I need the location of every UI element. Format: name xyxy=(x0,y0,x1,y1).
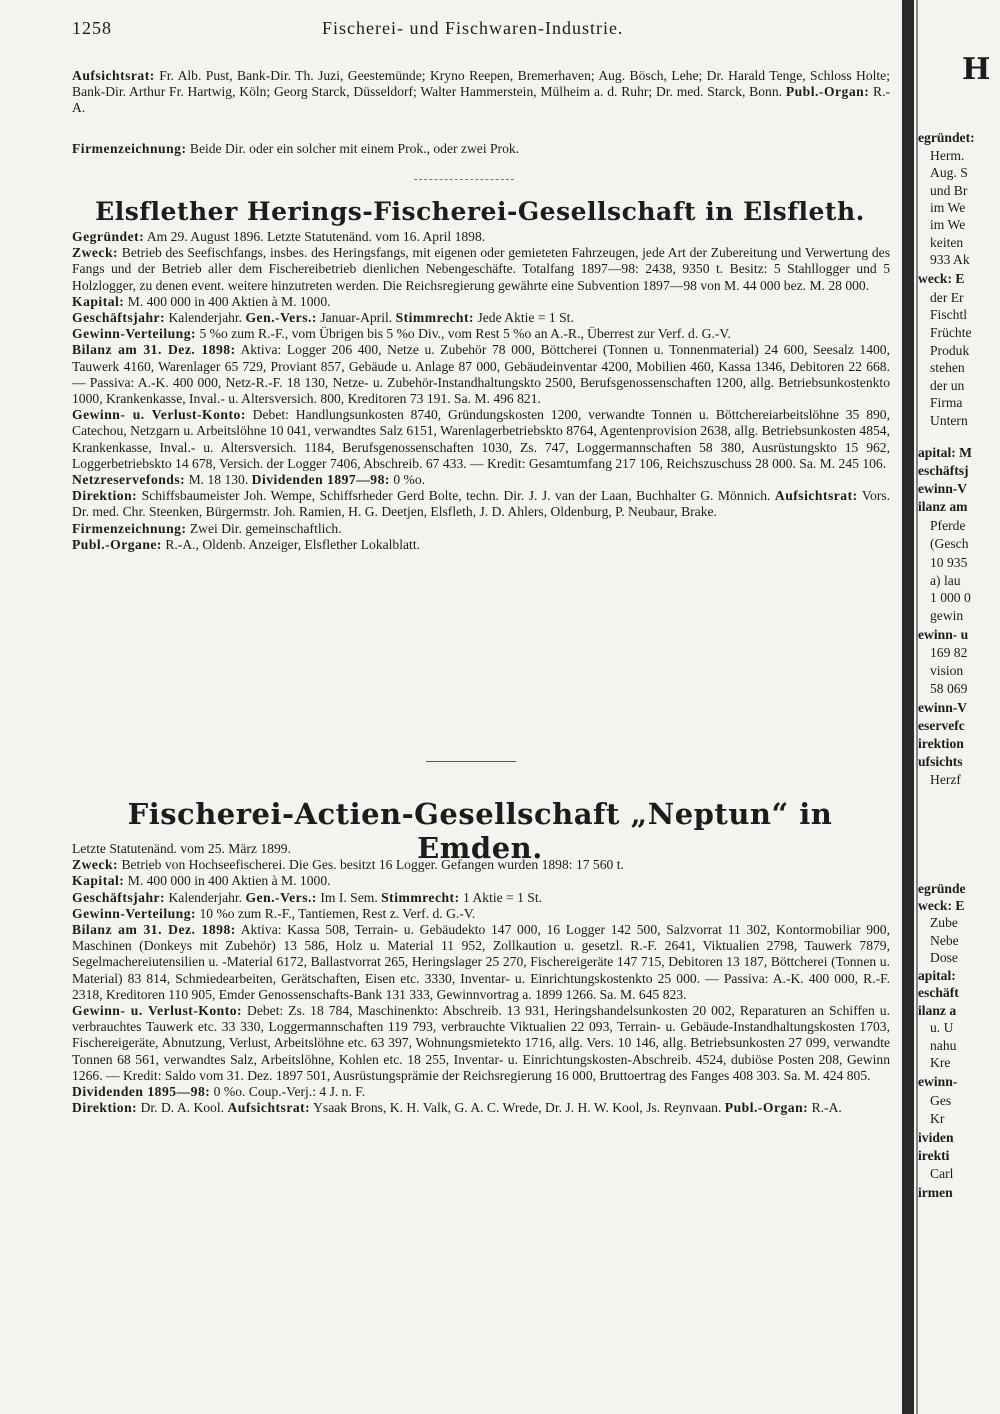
entry xyxy=(72,245,890,294)
edge-text-fragment: der Er xyxy=(930,290,964,305)
entry-label: Kapital: xyxy=(72,293,125,309)
entry-text: Letzte Statutenänd. vom 25. März 1899. xyxy=(72,841,291,856)
entry-label: Direktion: xyxy=(72,488,138,504)
entry-text: Betrieb des Seefischfangs, insbes. des Heringsfangs, mit eigenen oder gemieteten Fahrzeugen, jede Art der Zubereitung und Verwertung des Fangs und der Betrieb aller dem Fischereibetrieb dienlichen Nebengeschäfte. Totalfang 1897—98: 2438, 9350 t. Besitz: 5 Stahllogger und 5 Holzlogger, zu denen event. weitere hinzutreten werden. Die Reichsregierung gewährte eine Subvention 1897—98 von M. 44 000 bez. M. 28 000. xyxy=(72,245,890,293)
entry-label: Gen.-Vers.: xyxy=(245,310,317,326)
section-divider xyxy=(426,761,516,762)
entry-text: Fr. Alb. Pust, Bank-Dir. Th. Juzi, Geestemünde; Kryno Reepen, Bremerhaven; Aug. Bösch, Lehe; Dr. Harald Tenge, Schloss Holte; Bank-Dir. Arthur Fr. Hartwig, Köln; Georg Starck, Düsseldorf; Walter Hammerstein, Mülheim a. d. Ruhr; Dr. med. Starck, Bonn. xyxy=(72,68,890,100)
entry xyxy=(72,472,890,488)
entry-text: Dr. D. A. Kool. xyxy=(137,1100,228,1116)
entry-text: Debet: Handlungsunkosten 8740, Gründungskosten 1200, verwandte Tonnen u. Böttchereiarbeitslöhne 35 890, Catechou, Netzgarn u. Arbeitslöhne 10 041, verwandtes Salz 6151, Warenlagerbetriebskto 8764, Agentenprovision 2638, allg. Betriebsunkosten 4854, Krankenkasse, Inval.- u. Altersversich. 1184, Berufsgenossenschaften 1030, Zs. 747, Loggermannschaften 58 380, Ausrüstungskto 15 962, Loggerbetriebskto 14 678, Versich. der Logger 7406, Abschreib. 67 433. — Kredit: Gesamtumfang 217 106, Reichszuschuss 28 000. Sa. M. 245 106. xyxy=(72,407,890,471)
entry-label: Stimmrecht: xyxy=(395,310,475,326)
entry-text: Kalenderjahr. xyxy=(165,889,246,905)
edge-text-fragment: und Br xyxy=(930,183,968,198)
edge-text-fragment: 1 000 0 xyxy=(930,590,971,605)
edge-text-fragment: ewinn- xyxy=(918,1074,958,1089)
entry xyxy=(72,229,890,245)
entry xyxy=(72,1003,890,1084)
entry-label: Zweck: xyxy=(72,245,119,261)
entry xyxy=(72,310,890,326)
edge-text-fragment: Zube xyxy=(930,915,958,930)
edge-text-fragment: Herm. xyxy=(930,148,965,163)
entry-text: R.-A. xyxy=(808,1100,842,1116)
entry-label: Netzreservefonds: xyxy=(72,472,186,488)
entry xyxy=(72,294,890,310)
edge-text-fragment: Nebe xyxy=(930,933,959,948)
edge-text-fragment: Kre xyxy=(930,1055,951,1070)
entry-label: Bilanz am 31. Dez. 1898: xyxy=(72,342,236,358)
edge-text-fragment: Aug. S xyxy=(930,165,968,180)
entry xyxy=(72,890,890,906)
edge-text-fragment: Kr xyxy=(930,1111,945,1126)
entry-label: Gewinn-Verteilung: xyxy=(72,326,197,342)
edge-text-fragment: nahu xyxy=(930,1038,957,1053)
entry-text: Kalenderjahr. xyxy=(165,310,246,326)
edge-text-fragment: Früchte xyxy=(930,325,972,340)
entry-text: Januar-April. xyxy=(316,310,396,326)
edge-text-fragment: Ges xyxy=(930,1093,952,1108)
entry xyxy=(72,407,890,472)
entry-text: Debet: Zs. 18 784, Maschinenkto: Abschreib. 13 931, Heringshandelsunkosten 20 002, Reparaturen an Schiffen u. verbrauchtes Tauwerk etc. 33 330, Loggermannschaften 119 793, verbrauchte Viktualien 22 093, Terrain- u. Gebäude-Instandhaltungskosten 1703, Fischereigeräte, Abnutzung, Verlust, Arbeitslöhne etc. 63 397, Wohnungsmietekto 1716, allg. Vers. 10 146, allg. Betriebsunkosten 27 099, verwandte Tonnen 68 561, verwandtes Salz, Arbeitslöhne, Kohlen etc. 18 255, Inventar- u. Einrichtungskosten-Abschreib. 4524, dubiöse Posten 208, Gewinn 1266. — Kredit: Saldo vom 31. Dez. 1897 501, Ausrüstungsprämie der Reichsregierung 16 000, Bruttoertrag des Fanges 408 303. Sa. M. 424 805. xyxy=(72,1003,890,1083)
edge-text-fragment: Produk xyxy=(930,343,970,358)
entry-text: Zwei Dir. gemeinschaftlich. xyxy=(186,520,342,536)
edge-text-fragment: 933 Ak xyxy=(930,252,970,267)
entry-text: R.-A., Oldenb. Anzeiger, Elsflether Lokalblatt. xyxy=(161,536,420,552)
entry xyxy=(72,857,890,873)
entry-label: Gewinn- u. Verlust-Konto: xyxy=(72,1003,243,1019)
entry-label: Dividenden 1895—98: xyxy=(72,1084,211,1100)
entry-text: Betrieb von Hochseefischerei. Die Ges. besitzt 16 Logger. Gefangen wurden 1898: 17 560 t. xyxy=(118,857,624,873)
edge-text-fragment: apital: xyxy=(918,968,956,983)
edge-text-fragment: ividen xyxy=(918,1130,954,1145)
entry-label: Dividenden 1897—98: xyxy=(251,472,390,488)
entry-label: Gewinn- u. Verlust-Konto: xyxy=(72,407,246,423)
entry-text: M. 18 130. xyxy=(185,472,252,488)
entry-label: Bilanz am 31. Dez. 1898: xyxy=(72,922,236,938)
entry-label: Geschäftsjahr: xyxy=(72,310,166,326)
company-2-body xyxy=(72,841,890,1116)
edge-text-fragment: H xyxy=(962,52,991,87)
entry-label: Stimmrecht: xyxy=(381,889,460,905)
entry xyxy=(72,1084,890,1100)
edge-text-fragment: ewinn- u xyxy=(918,627,969,642)
edge-text-fragment: Dose xyxy=(930,950,958,965)
edge-text-fragment: keiten xyxy=(930,235,964,250)
edge-text-fragment: ufsichts xyxy=(918,754,963,769)
entry-label: Zweck: xyxy=(72,857,119,873)
entry-label: Gen.-Vers.: xyxy=(245,889,317,905)
entry-label: Gewinn-Verteilung: xyxy=(72,905,197,921)
entry-label: Publ.-Organ: xyxy=(724,1100,809,1116)
entry xyxy=(72,488,890,520)
edge-text-fragment: (Gesch xyxy=(930,536,969,551)
entry-text: Beide Dir. oder ein solcher mit einem Prok., oder zwei Prok. xyxy=(186,141,520,156)
edge-text-fragment: egründet: xyxy=(918,130,975,145)
section-divider xyxy=(414,179,514,180)
edge-text-fragment: Herzf xyxy=(930,772,961,787)
entry-text: 5 %o zum R.-F., vom Übrigen bis 5 %o Div., vom Rest 5 %o an A.-R., Überrest zur Verf. d. G.-V. xyxy=(196,326,731,342)
entry-text: Schiffsbaumeister Joh. Wempe, Schiffsrheder Gerd Bolte, techn. Dir. J. J. van der Laan, Buchhalter G. Mönnich. xyxy=(137,488,775,504)
entry-text: 0 %o. Coup.-Verj.: 4 J. n. F. xyxy=(210,1084,366,1100)
entry-label: Publ.-Organe: xyxy=(72,536,162,552)
edge-text-fragment: der un xyxy=(930,378,965,393)
page-gutter xyxy=(902,0,914,1414)
edge-text-fragment: im We xyxy=(930,217,966,232)
edge-text-fragment: im We xyxy=(930,200,966,215)
entry xyxy=(72,326,890,342)
entry-label: Geschäftsjahr: xyxy=(72,889,166,905)
edge-text-fragment: 58 069 xyxy=(930,681,968,696)
edge-text-fragment: ewinn-V xyxy=(918,700,968,715)
edge-text-fragment: Untern xyxy=(930,413,968,428)
entry-text: Jede Aktie = 1 St. xyxy=(474,310,574,326)
entry-label: Aufsichtsrat: xyxy=(774,488,858,504)
edge-text-fragment: u. U xyxy=(930,1020,954,1035)
edge-text-fragment: gewin xyxy=(930,608,964,623)
edge-text-fragment: ewinn-V xyxy=(918,481,968,496)
running-title: Fischerei- und Fischwaren-Industrie. xyxy=(322,18,624,38)
edge-text-fragment: apital: M xyxy=(918,445,972,460)
entry xyxy=(72,906,890,922)
edge-text-fragment: ilanz a xyxy=(918,1003,957,1018)
entry xyxy=(72,873,890,889)
edge-text-fragment: eservefc xyxy=(918,718,965,733)
entry-label: Aufsichtsrat: xyxy=(72,68,155,83)
entry xyxy=(72,841,890,857)
edge-text-fragment: ilanz am xyxy=(918,499,968,514)
entry-text: Im I. Sem. xyxy=(316,889,382,905)
entry-text: R.-A. xyxy=(72,84,890,116)
entry-text: 1 Aktie = 1 St. xyxy=(459,889,543,905)
entry xyxy=(72,922,890,1003)
entry-label: Publ.-Organ: xyxy=(785,84,870,100)
edge-text-fragment: Fischtl xyxy=(930,307,968,322)
entry-label: Kapital: xyxy=(72,873,125,889)
company-title: Fischerei-Actien-Gesellschaft „Neptun“ in Emden. xyxy=(127,797,833,865)
edge-text-fragment: Carl xyxy=(930,1166,954,1181)
entry xyxy=(72,537,890,553)
top-signing xyxy=(72,141,890,157)
edge-text-fragment: irmen xyxy=(918,1185,953,1200)
entry-text: 0 %o. xyxy=(389,472,426,488)
edge-text-fragment: weck: E xyxy=(918,898,965,913)
edge-text-fragment: eschäft xyxy=(918,985,959,1000)
page-number: 1258 xyxy=(72,18,112,38)
entry-label: Direktion: xyxy=(72,1100,138,1116)
edge-text-fragment: 10 935 xyxy=(930,555,968,570)
entry xyxy=(72,521,890,537)
edge-text-fragment: Pferde xyxy=(930,518,966,533)
company-title: Elsflether Herings-Fischerei-Gesellschaft in Elsfleth. xyxy=(95,197,865,226)
company-1-body xyxy=(72,229,890,553)
entry-text: Aktiva: Logger 206 400, Netze u. Zubehör 78 000, Böttcherei (Tonnen u. Tonnenmaterial) 24 600, Seesalz 1400, Tauwerk 4160, Warenlager 65 729, Proviant 857, Gebäude u. Anlage 87 000, Gebäudeinventar 4200, Mobilien 460, Kassa 1346, Debitoren 22 668. — Passiva: A.-K. 400 000, Netz-R.-F. 18 130, Netze- u. Zubehör-Instandhaltungskto 2500, Berufsgenossenschaften 1200, allg. Betriebsunkostenkto 1000, Krankenkasse, Inval.- u. Altersversich. 800, Kreditoren 73 191. Sa. M. 496 821. xyxy=(72,342,890,407)
edge-text-fragment: Firma xyxy=(930,395,963,410)
entry-label: Firmenzeichnung: xyxy=(72,141,187,156)
top-block xyxy=(72,68,890,117)
edge-text-fragment: 169 82 xyxy=(930,645,968,660)
entry-text: Ysaak Brons, K. H. Valk, G. A. C. Wrede, Dr. J. H. W. Kool, Js. Reynvaan. xyxy=(310,1100,725,1116)
adjacent-page-edge xyxy=(918,0,1000,1414)
edge-text-fragment: vision xyxy=(930,663,964,678)
edge-text-fragment: stehen xyxy=(930,360,965,375)
entry-text: M. 400 000 in 400 Aktien à M. 1000. xyxy=(124,293,331,309)
edge-text-fragment: irektion xyxy=(918,736,964,751)
entry xyxy=(72,342,890,407)
entry-label: Firmenzeichnung: xyxy=(72,520,187,536)
entry-text: Am 29. August 1896. Letzte Statutenänd. vom 16. April 1898. xyxy=(144,229,486,244)
edge-text-fragment: eschäftsj xyxy=(918,463,969,478)
entry-text: M. 400 000 in 400 Aktien à M. 1000. xyxy=(124,873,331,889)
entry-label: Aufsichtsrat: xyxy=(227,1100,311,1116)
edge-text-fragment: irekti xyxy=(918,1148,950,1163)
edge-text-fragment: egründe xyxy=(918,881,966,896)
page-header xyxy=(72,18,902,42)
entry xyxy=(72,1100,890,1116)
edge-text-fragment: a) lau xyxy=(930,573,961,588)
edge-text-fragment: weck: E xyxy=(918,271,965,286)
entry-label: Gegründet: xyxy=(72,229,145,244)
entry-text: Vors. Dr. med. Chr. Steenken, Bürgermstr. Joh. Ramien, H. G. Deetjen, Elsfleth, J. D. Ahlers, Oldenburg, P. Neubaur, Brake. xyxy=(72,488,890,520)
entry-text: Aktiva: Kassa 508, Terrain- u. Gebäudekto 147 000, 16 Logger 142 500, Salzvorrat 11 302, Kontormobiliar 900, Maschinen (Donkeys mit Zubehör) 13 586, Holz u. Material 11 952, Zollkaution u. gesetzl. R.-F. 2641, Viktualien 2798, Tauwerk 7879, Segelmachereiutensilien u. -Material 6172, Ballastvorrat 265, Heringslager 25 270, Fischereigeräte 147 715, Debitoren 13 187, Böttcherei (Tonnen u. Material) 83 814, Schmiedearbeiten, Gerätschaften, Eisen etc. 3330, Inventar- u. Einrichtungskostenkto 25 000. — Passiva: A.-K. 400 000, R.-F. 2318, Kreditoren 110 905, Emder Genossenschafts-Bank 131 333, Gewinnvortrag a. 1899 1266. Sa. M. 645 823. xyxy=(72,922,891,1002)
entry-text: 10 %o zum R.-F., Tantiemen, Rest z. Verf. d. G.-V. xyxy=(196,905,476,921)
